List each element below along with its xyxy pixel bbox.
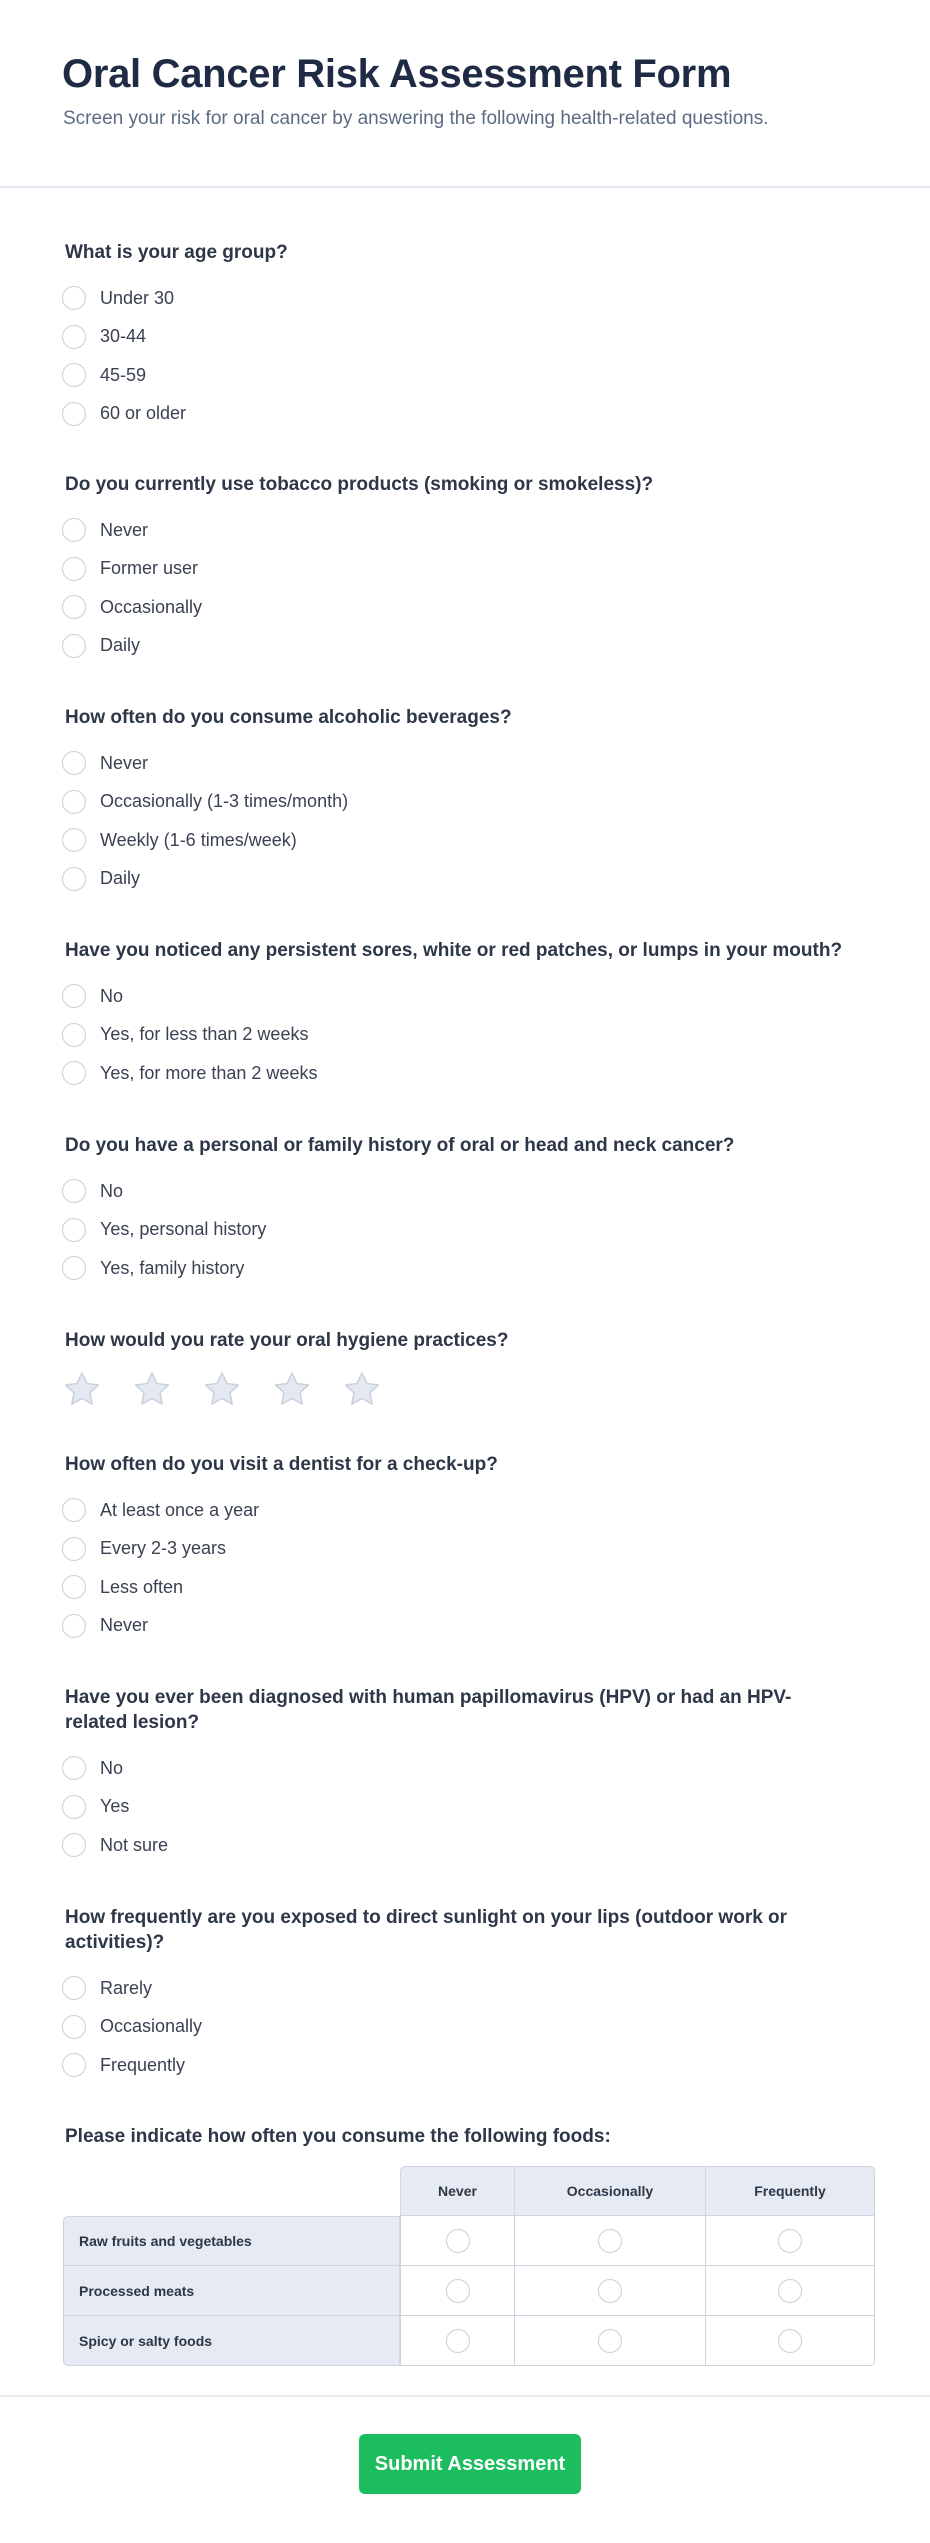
footer-divider [0,2395,930,2397]
question-title: Do you currently use tobacco products (smoking or smokeless)? [65,474,654,495]
question-title: How often do you visit a dentist for a check-up? [65,1454,498,1475]
radio-group [65,977,885,1093]
matrix-row-label: Processed meats [63,2266,400,2316]
star-rating [63,1371,885,1407]
radio-button[interactable] [62,1256,86,1280]
radio-option[interactable] [62,744,885,783]
radio-group [65,511,885,665]
radio-label: Under 30 [100,287,175,308]
radio-button[interactable] [62,286,86,310]
question-title: How often do you consume alcoholic beverages? [65,707,512,728]
radio-group [65,1491,885,1645]
matrix-row [63,2266,875,2316]
radio-button[interactable] [62,1833,86,1857]
matrix-row [63,2316,875,2366]
question-title: How would you rate your oral hygiene practices? [65,1330,509,1351]
radio-group [65,1969,845,2085]
food-frequency-matrix [63,2166,875,2366]
question-oral-hygiene-rating [65,1328,885,1407]
radio-label: Yes, personal history [100,1219,267,1240]
radio-button[interactable] [62,557,86,581]
radio-label: Occasionally (1-3 times/month) [100,791,349,812]
radio-label: Rarely [100,1977,153,1998]
radio-option[interactable] [62,1054,885,1093]
radio-option[interactable] [62,1826,845,1865]
radio-option[interactable] [62,2008,845,2047]
radio-option[interactable] [62,318,885,357]
radio-button[interactable] [62,1614,86,1638]
radio-option[interactable] [62,395,885,434]
page-subtitle: Screen your risk for oral cancer by answering the following health-related questions. [63,108,769,129]
radio-button[interactable] [62,1023,86,1047]
question-title: What is your age group? [65,242,288,263]
radio-label: Never [100,519,149,540]
radio-group [65,1749,845,1865]
radio-option[interactable] [62,821,885,860]
matrix-row-label: Raw fruits and vegetables [63,2216,400,2266]
radio-label: Weekly (1-6 times/week) [100,829,297,850]
star-icon[interactable] [63,1371,101,1407]
radio-label: 30-44 [100,326,147,347]
radio-button[interactable] [62,2053,86,2077]
radio-group [65,279,885,433]
radio-option[interactable] [62,977,885,1016]
radio-option[interactable] [62,1607,885,1646]
radio-label: No [100,1180,124,1201]
radio-label: Yes, family history [100,1257,245,1278]
radio-button[interactable] [62,1756,86,1780]
radio-button[interactable] [778,2229,802,2253]
radio-option[interactable] [62,783,885,822]
radio-button[interactable] [62,325,86,349]
matrix-row-label: Spicy or salty foods [63,2316,400,2366]
radio-button[interactable] [62,402,86,426]
question-hpv [65,1685,845,1865]
radio-option[interactable] [62,1788,845,1827]
page-title: Oral Cancer Risk Assessment Form [62,52,732,96]
radio-label: Daily [100,635,141,656]
radio-label: Yes, for more than 2 weeks [100,1062,318,1083]
radio-button[interactable] [598,2279,622,2303]
radio-option[interactable] [62,1211,885,1250]
radio-button[interactable] [62,1575,86,1599]
radio-label: No [100,1757,124,1778]
radio-group [65,744,885,898]
question-dentist-visits [65,1452,885,1645]
radio-button[interactable] [446,2279,470,2303]
radio-label: At least once a year [100,1499,260,1520]
radio-label: Former user [100,558,199,579]
radio-button[interactable] [62,363,86,387]
radio-label: Yes [100,1796,130,1817]
radio-option[interactable] [62,1016,885,1055]
question-mouth-sores [65,938,885,1093]
star-icon[interactable] [343,1371,381,1407]
question-title: Have you ever been diagnosed with human papillomavirus (HPV) or had an HPV-related lesion? [65,1687,792,1733]
star-icon[interactable] [203,1371,241,1407]
question-tobacco-use [65,472,885,665]
radio-button[interactable] [598,2229,622,2253]
radio-button[interactable] [62,867,86,891]
radio-option[interactable] [62,627,885,666]
radio-button[interactable] [62,1179,86,1203]
radio-label: No [100,985,124,1006]
radio-label: Frequently [100,2054,186,2075]
question-title: Have you noticed any persistent sores, white or red patches, or lumps in your mouth? [65,940,843,961]
radio-option[interactable] [62,588,885,627]
star-icon[interactable] [133,1371,171,1407]
radio-button[interactable] [62,1537,86,1561]
radio-label: Yes, for less than 2 weeks [100,1024,309,1045]
matrix-header-row [63,2166,875,2216]
radio-button[interactable] [62,634,86,658]
radio-button[interactable] [62,790,86,814]
matrix-column-header: Never [400,2166,515,2216]
matrix-column-header: Frequently [706,2166,875,2216]
radio-button[interactable] [62,1061,86,1085]
form-header [0,0,930,188]
radio-button[interactable] [62,1218,86,1242]
radio-option[interactable] [62,550,885,589]
matrix-row [63,2216,875,2266]
star-icon[interactable] [273,1371,311,1407]
radio-option[interactable] [62,279,885,318]
radio-option[interactable] [62,356,885,395]
radio-button[interactable] [446,2329,470,2353]
radio-button[interactable] [62,1976,86,2000]
radio-button[interactable] [446,2229,470,2253]
radio-label: 60 or older [100,403,187,424]
radio-label: Occasionally [100,2016,203,2037]
question-age-group [65,240,885,433]
radio-label: Less often [100,1576,184,1597]
radio-button[interactable] [62,1795,86,1819]
submit-assessment-button[interactable]: Submit Assessment [359,2434,581,2494]
radio-button[interactable] [778,2329,802,2353]
radio-option[interactable] [62,1530,885,1569]
radio-label: Daily [100,868,141,889]
radio-label: Never [100,752,149,773]
question-title: Please indicate how often you consume the following foods: [65,2126,611,2147]
radio-option[interactable] [62,1491,885,1530]
radio-button[interactable] [62,518,86,542]
radio-option[interactable] [62,1568,885,1607]
radio-label: Never [100,1615,149,1636]
radio-label: 45-59 [100,364,147,385]
radio-button[interactable] [62,828,86,852]
radio-button[interactable] [62,2015,86,2039]
radio-option[interactable] [62,2046,845,2085]
radio-button[interactable] [62,751,86,775]
radio-option[interactable] [62,511,885,550]
question-food-consumption [65,2124,885,2149]
question-title: Do you have a personal or family history of oral or head and neck cancer? [65,1135,735,1156]
radio-group [65,1172,885,1288]
question-alcohol [65,705,885,898]
radio-option[interactable] [62,1749,845,1788]
radio-option[interactable] [62,860,885,899]
radio-option[interactable] [62,1249,885,1288]
radio-option[interactable] [62,1172,885,1211]
question-cancer-history [65,1133,885,1288]
radio-button[interactable] [62,595,86,619]
radio-label: Every 2-3 years [100,1538,227,1559]
question-title: How frequently are you exposed to direct sunlight on your lips (outdoor work or activities)? [65,1907,788,1953]
radio-label: Not sure [100,1834,169,1855]
radio-button[interactable] [778,2279,802,2303]
question-sun-exposure [65,1905,845,2085]
radio-button[interactable] [62,1498,86,1522]
radio-label: Occasionally [100,596,203,617]
radio-option[interactable] [62,1969,845,2008]
radio-button[interactable] [62,984,86,1008]
radio-button[interactable] [598,2329,622,2353]
matrix-column-header: Occasionally [515,2166,706,2216]
